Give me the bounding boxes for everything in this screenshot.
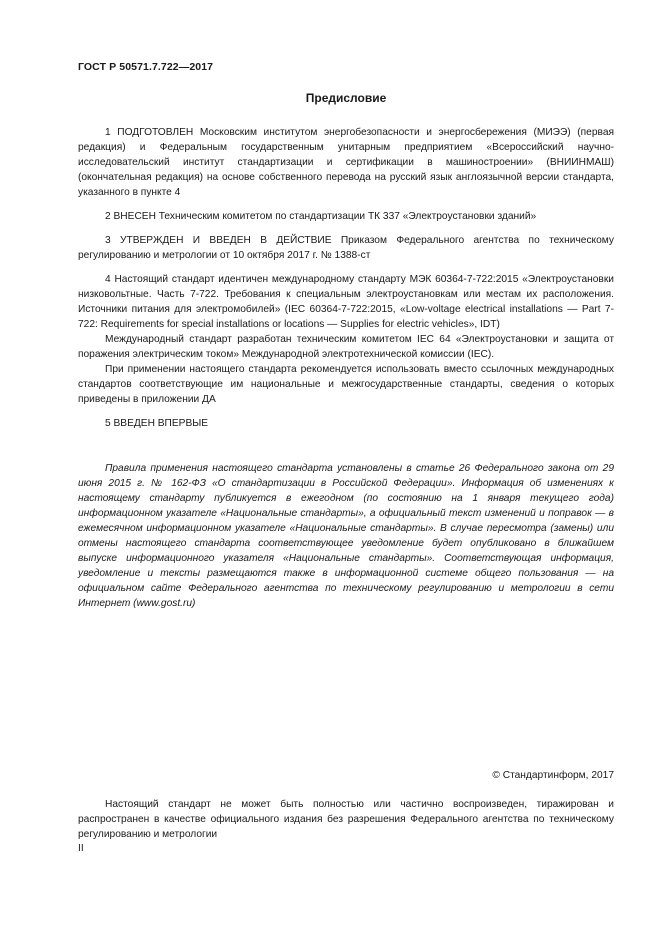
rules-notice-text: Правила применения настоящего стандарта установлены в статье 26 Федерального закона от 29 июня 2015 г. № 162-ФЗ «О стандартизации в Российской Федерации». Информация об изменениях к настоящему стандарту публикуется в ежегодном (по состоянию на 1 января текущего года) информационном указателе «Национальные стандарты», а официальный текст изменений и поправок — в ежемесячном информационном указателе «Национальные стандарты». В случае пересмотра (замены) или отмены настоящего стандарта соответствующее уведомление будет опубликовано в ближайшем выпуске информационного указателя «Национальные стандарты». Соответствующая информация, уведомление и тексты размещаются также в информационной системе общего пользования — на официальном сайте Федерального агентства по техническому регулированию и метрологии в сети Интернет (www.gost.ru) (78, 463, 614, 609)
paragraph-first-introduced: 5 ВВЕДЕН ВПЕРВЫЕ (105, 418, 209, 429)
standard-id-header: ГОСТ Р 50571.7.722—2017 (78, 61, 214, 73)
page-number: II (78, 843, 84, 854)
reproduction-notice-text: Настоящий стандарт не может быть полностью или частично воспроизведен, тиражирован и распространен в качестве официального издания без разрешения Федерального агентства по техническому регулированию и метрологии (78, 799, 614, 840)
preface-body (78, 125, 614, 431)
paragraph-submitted: 2 ВНЕСЕН Техническим комитетом по стандартизации ТК 337 «Электроустановки зданий» (105, 211, 537, 222)
rules-notice (78, 461, 614, 611)
paragraph-references: При применении настоящего стандарта рекомендуется использовать вместо ссылочных международных стандартов соответствующие им национальные и межгосударственные стандарты, сведения о которых приведены в приложении ДА (78, 364, 614, 405)
page-title: Предисловие (305, 91, 387, 105)
paragraph-prepared: 1 ПОДГОТОВЛЕН Московским институтом энергобезопасности и энергосбережения (МИЭЭ) (первая редакция) и Федеральным государственным унитарным предприятием «Всероссийский научно-исследовательский институт стандартизации и сертификации в машиностроении» (ВНИИНМАШ) (окончательная редакция) на основе собственного перевода на русский язык англоязычной версии стандарта, указанного в пункте 4 (78, 127, 614, 198)
paragraph-approved: 3 УТВЕРЖДЕН И ВВЕДЕН В ДЕЙСТВИЕ Приказом Федерального агентства по техническому регулированию и метрологии от 10 октября 2017 г. № 1388-ст (78, 235, 614, 261)
paragraph-identical: 4 Настоящий стандарт идентичен международному стандарту МЭК 60364-7-722:2015 «Электроустановки низковольтные. Часть 7-722. Требования к специальным электроустановкам или местам их расположения. Источники питания для электромобилей» (IEC 60364-7-722:2015, «Low-voltage electrical installations — Part 7-722: Requirements for special installations or locations — Supplies for electric vehicles», IDT) (78, 274, 614, 330)
paragraph-developed-by: Международный стандарт разработан техническим комитетом IEC 64 «Электроустановки и защита от поражения электрическим током» Международной электротехнической комиссии (IEC). (78, 334, 614, 360)
copyright: © Стандартинформ, 2017 (492, 770, 614, 781)
reproduction-notice (78, 797, 614, 842)
